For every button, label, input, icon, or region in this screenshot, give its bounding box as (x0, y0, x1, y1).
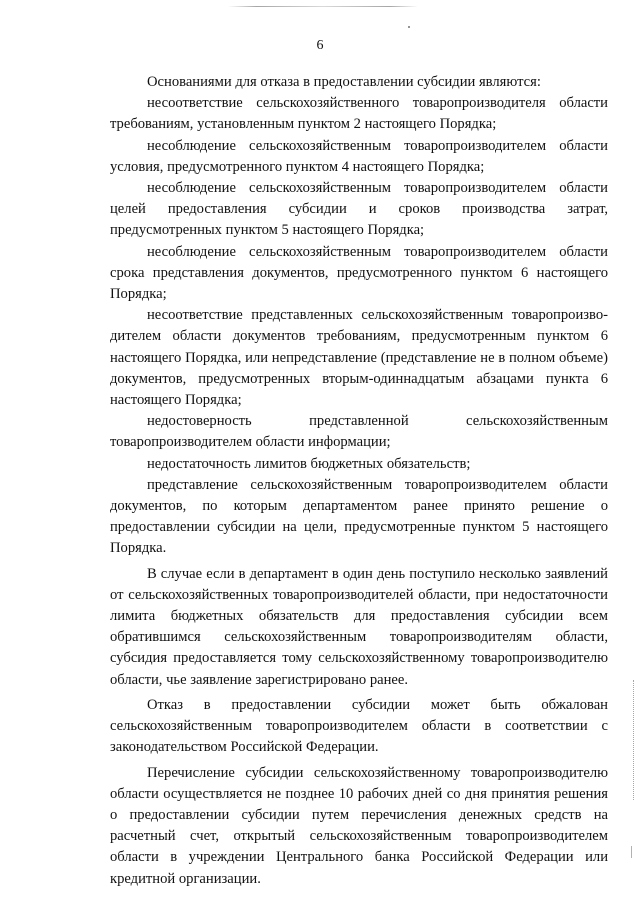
paragraph-refusal-item-2: несоблюдение сельскохозяйственным товаропроизводителем области условия, предусмотренного пунктом 4 настоящего Порядка; (110, 137, 608, 175)
document-body (110, 72, 608, 890)
paragraph-refusal-item-5: несоответствие представленных сельскохозяйственным товаропроизводителем области документов требованиям, предусмотренным пунктом 6 настоящего Порядка, или непредставление (представление не в полном объеме) документов, предусмотренных вторым-одиннадцатым абзацами пункта 6 настоящего Порядка; (110, 307, 608, 409)
paragraph-refusal-item-6: недостоверность представленной сельскохозяйственным товаропроизводителем области информации; (110, 413, 608, 451)
paragraph-refusal-item-1: несоответствие сельскохозяйственного товаропроизводителя области требованиям, установленным пунктом 2 настоящего Порядка; (110, 95, 608, 133)
scan-artifact-dot (408, 26, 410, 28)
page-number: 6 (316, 38, 324, 53)
paragraph-transfer: Перечисление субсидии сельскохозяйственному товаропроизводителю области осуществляется не позднее 10 рабочих дней со дня принятия решения о предоставлении субсидии путем перечисления денежных средств на расчетный счет, открытый сельскохозяйственным товаропроизводителем области в учреждении Центрального банка Российской Федерации или кредитной организации. (110, 764, 608, 887)
paragraph-appeal: Отказ в предоставлении субсидии может быть обжалован сельскохозяйственным товаропроизводителем области в соответствии с законодательством Российской Федерации. (110, 696, 608, 756)
scan-artifact-edge-mark (631, 846, 632, 858)
scan-artifact-line (228, 6, 418, 7)
paragraph-refusal-grounds-intro: Основаниями для отказа в предоставлении субсидии являются: (147, 74, 541, 90)
paragraph-refusal-item-7: недостаточность лимитов бюджетных обязательств; (147, 455, 471, 472)
scan-artifact-edge (631, 680, 634, 800)
paragraph-same-day-applications: В случае если в департамент в один день поступило несколько заявлений от сельскохозяйственных товаропроизводителей области, при недостаточности лимита бюджетных обязательств для предоставления субсидии всем обратившимся сельскохозяйственным товаропроизводителям области, субсидия предоставляется тому сельскохозяйственному товаропроизводителю области, чье заявление зарегистрировано ранее. (110, 565, 608, 688)
paragraph-refusal-item-8: представление сельскохозяйственным товаропроизводителем области документов, по которым департаментом ранее принято решение о предоставлении субсидии на цели, предусмотренные пунктом 5 настоящего Порядка. (110, 476, 608, 557)
paragraph-refusal-item-3: несоблюдение сельскохозяйственным товаропроизводителем области целей предоставления субсидии и сроков производства затрат, предусмотренных пунктом 5 настоящего Порядка; (110, 180, 608, 239)
paragraph-refusal-item-4: несоблюдение сельскохозяйственным товаропроизводителем области срока представления документов, предусмотренного пунктом 6 настоящего Порядка; (110, 243, 608, 303)
